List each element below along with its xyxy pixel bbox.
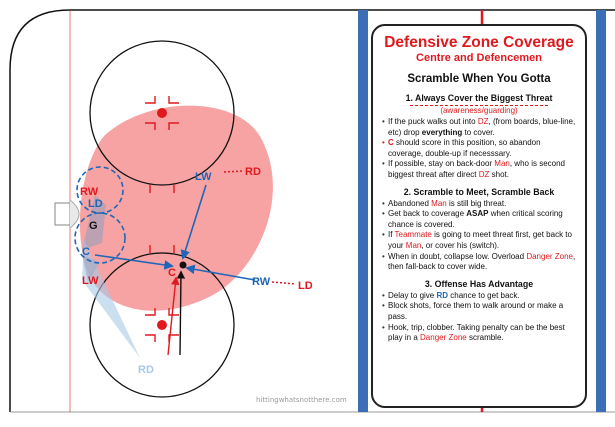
panel-title: Defensive Zone Coverage xyxy=(384,34,574,51)
label-c-left: C xyxy=(82,246,90,258)
goal-net xyxy=(55,203,70,225)
blue-line-right xyxy=(596,10,606,412)
scramble-heading: Scramble When You Gotta xyxy=(407,73,551,85)
blue-line-left xyxy=(358,10,368,412)
faceoff-dot-top xyxy=(157,108,167,118)
s1-bullet-2: • C should score in this position, so abandon coverage, double-up if necesssary. xyxy=(382,138,576,159)
coverage-notes-panel xyxy=(371,24,587,408)
s2-bullet-1: • Abandoned Man is still big threat. xyxy=(382,199,576,210)
label-lw-left: LW xyxy=(82,275,99,287)
s3-bullet-2: • Block shots, force them to walk around or make a pass. xyxy=(382,301,576,322)
label-goalie: G xyxy=(89,220,98,232)
section-2-heading: 2. Scramble to Meet, Scramble Back xyxy=(403,186,555,197)
s2-bullet-3: • If Teammate is going to meet threat first, get back to your Man, or cover his (switch). xyxy=(382,230,576,251)
arrow-rd-to-c xyxy=(180,272,181,355)
label-rw-right: RW xyxy=(252,276,271,288)
s3-bullet-3: • Hook, trip, clobber. Taking penalty can be the best play in a Danger Zone scramble. xyxy=(382,323,576,344)
section-1-list xyxy=(382,117,576,181)
label-ld-left: LD xyxy=(88,198,103,210)
label-rd-bottom: RD xyxy=(138,364,154,376)
label-c-center: C xyxy=(168,267,176,279)
s1-bullet-1: • If the puck walks out into DZ, (from boards, blue-line, etc) drop everything to cover. xyxy=(382,117,576,138)
faceoff-dot-bottom xyxy=(157,320,167,330)
puck xyxy=(180,262,187,269)
section-3-heading: 3. Offense Has Advantage xyxy=(424,278,534,289)
label-rd-top: RD xyxy=(245,166,261,178)
section-1-heading: 1. Always Cover the Biggest Threat xyxy=(405,93,553,103)
label-rw: RW xyxy=(80,186,99,198)
section-3-list xyxy=(382,291,576,344)
s2-bullet-2: • Get back to coverage ASAP when critical scoring chance is covered. xyxy=(382,209,576,230)
panel-subtitle: Centre and Defencemen xyxy=(416,52,542,64)
s1-bullet-3: • If possible, stay on back-door Man, who is second biggest threat after direct DZ shot. xyxy=(382,159,576,180)
watermark: hittingwhatsnotthere.com xyxy=(256,396,347,404)
pass-line-ld xyxy=(272,282,296,284)
goal-crease xyxy=(70,200,79,228)
label-ld-right: LD xyxy=(298,280,313,292)
section-1-note: (awareness/guarding) xyxy=(410,105,548,116)
section-2-list xyxy=(382,199,576,273)
s3-bullet-1: • Delay to give RD chance to get back. xyxy=(382,291,576,302)
s2-bullet-4: • When in doubt, collapse low. Overload Danger Zone, then fall-back to cover wide. xyxy=(382,252,576,273)
label-lw-top: LW xyxy=(195,171,212,183)
